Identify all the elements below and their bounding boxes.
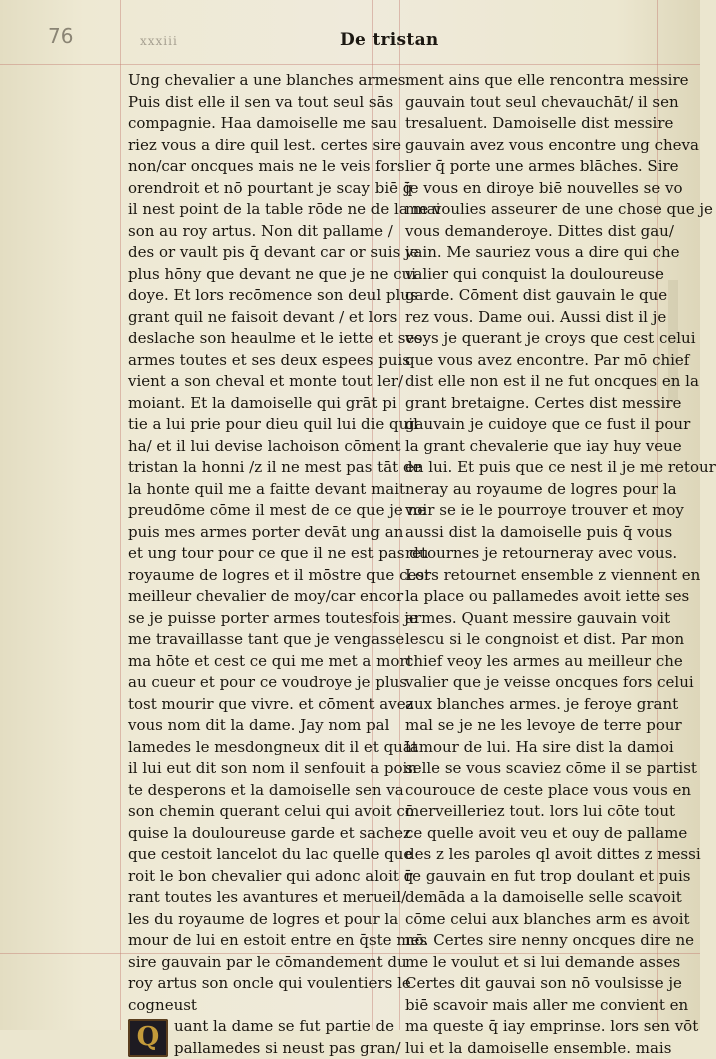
text-line: voir se ie le pourroye trouver et moy [405, 500, 655, 522]
text-line: vain. Me sauriez vous a dire qui che [405, 242, 655, 264]
left-column [128, 70, 378, 1059]
text-line: re gauvain en fut trop doulant et puis [405, 866, 655, 888]
text-line: cogneust [128, 995, 378, 1017]
text-line: lier q̄ porte une armes blāches. Sire [405, 156, 655, 178]
text-line: roy artus son oncle qui voulentiers le [128, 973, 378, 995]
ruling-line [0, 64, 700, 65]
text-line: royaume de logres et il mōstre que cest [128, 565, 378, 587]
text-line: compagnie. Haa damoiselle me sau [128, 113, 378, 135]
text-line: il lui eut dit son nom il senfouit a poin [128, 758, 378, 780]
text-line: gauvain tout seul chevauchāt/ il sen [405, 92, 655, 114]
text-line: il nest point de la table rōde ne de la mai [128, 199, 378, 221]
text-line: les du royaume de logres et pour la [128, 909, 378, 931]
text-line: tost mourir que vivre. et cōment avez [128, 694, 378, 716]
text-line: aussi dist la damoiselle puis q̄ vous [405, 522, 655, 544]
signature-mark: xxxiii [140, 34, 178, 48]
text-line: valier que je veisse oncques fors celui [405, 672, 655, 694]
text-line: et ung tour pour ce que il ne est pas du [128, 543, 378, 565]
text-line: armes toutes et ses deux espees puis [128, 350, 378, 372]
text-line: demāda a la damoiselle selle scavoit [405, 887, 655, 909]
text-line: son chemin querant celui qui avoit cō [128, 801, 378, 823]
text-line: chief veoy les armes au meilleur che [405, 651, 655, 673]
text-line: non/car oncques mais ne le veis fors [128, 156, 378, 178]
text-line: je vous en diroye biē nouvelles se vo [405, 178, 655, 200]
text-line: rant toutes les avantures et merueil/ [128, 887, 378, 909]
text-line: me travaillasse tant que je vengasse [128, 629, 378, 651]
text-line: gauvain je cuidoye que ce fust il pour [405, 414, 655, 436]
text-line: ma queste q̄ iay emprinse. lors sen vōt [405, 1016, 655, 1038]
text-line: que cestoit lancelot du lac quelle que [128, 844, 378, 866]
text-line: dist elle non est il ne fut oncques en la [405, 371, 655, 393]
text-line: vous nom dit la dame. Jay nom pal [128, 715, 378, 737]
text-line: me voulies asseurer de une chose que je [405, 199, 655, 221]
text-line: doye. Et lors recōmence son deul plus [128, 285, 378, 307]
text-line: gauvain avez vous encontre ung cheva [405, 135, 655, 157]
text-line: au cueur et pour ce voudroye je plus [128, 672, 378, 694]
text-line: des z les paroles ql avoit dittes z messi [405, 844, 655, 866]
text-line: mal se je ne les levoye de terre pour [405, 715, 655, 737]
text-line: biē scavoir mais aller me convient en [405, 995, 655, 1017]
text-line: Certes dit gauvai son nō voulsisse je [405, 973, 655, 995]
text-line: vient a son cheval et monte tout ler/ [128, 371, 378, 393]
text-line: merveilleriez tout. lors lui cōte tout [405, 801, 655, 823]
text-line: nō. Certes sire nenny oncques dire ne [405, 930, 655, 952]
text-line: uant la dame se fut partie de [174, 1016, 378, 1038]
text-line: te desperons et la damoiselle sen va [128, 780, 378, 802]
text-line: en lui. Et puis que ce nest il je me retour [405, 457, 655, 479]
text-line: la honte quil me a faitte devant mait [128, 479, 378, 501]
text-line: moiant. Et la damoiselle qui grāt pi [128, 393, 378, 415]
text-line: ha/ et il lui devise lachoison cōment [128, 436, 378, 458]
text-line: lui et la damoiselle ensemble. mais [405, 1038, 655, 1059]
text-line: grant quil ne faisoit devant / et lors [128, 307, 378, 329]
text-line: deslache son heaulme et le iette et ses [128, 328, 378, 350]
text-line: mour de lui en estoit entre en q̄ste mes [128, 930, 378, 952]
text-line: puis mes armes porter devāt ung an [128, 522, 378, 544]
text-line: que vous avez encontre. Par mō chief [405, 350, 655, 372]
text-line: la place ou pallamedes avoit iette ses [405, 586, 655, 608]
text-line: meilleur chevalier de moy/car encor [128, 586, 378, 608]
text-line: rez vous. Dame oui. Aussi dist il je [405, 307, 655, 329]
running-head: De tristan [340, 30, 439, 50]
text-line: la grant chevalerie que iay huy veue [405, 436, 655, 458]
text-line: quise la douloureuse garde et sachez [128, 823, 378, 845]
text-line: ment ains que elle rencontra messire [405, 70, 655, 92]
text-line: sire gauvain par le cōmandement du [128, 952, 378, 974]
illuminated-initial-block [128, 1016, 378, 1059]
text-line: aux blanches armes. je feroye grant [405, 694, 655, 716]
text-line: courouce de ceste place vous vous en [405, 780, 655, 802]
text-line: se je puisse porter armes toutesfois je [128, 608, 378, 630]
text-line: grant bretaigne. Certes dist messire [405, 393, 655, 415]
text-line: selle se vous scaviez cōme il se partist [405, 758, 655, 780]
text-line: tresaluent. Damoiselle dist messire [405, 113, 655, 135]
text-line: des or vault pis q̄ devant car or suis je [128, 242, 378, 264]
text-line: riez vous a dire quil lest. certes sire [128, 135, 378, 157]
text-line: garde. Cōment dist gauvain le que [405, 285, 655, 307]
text-line: armes. Quant messire gauvain voit [405, 608, 655, 630]
text-line: lamour de lui. Ha sire dist la damoi [405, 737, 655, 759]
text-line: ce quelle avoit veu et ouy de pallame [405, 823, 655, 845]
text-line: voys je querant je croys que cest celui [405, 328, 655, 350]
text-line: vous demanderoye. Dittes dist gau/ [405, 221, 655, 243]
text-line: cōme celui aux blanches arm es avoit [405, 909, 655, 931]
text-line: valier qui conquist la douloureuse [405, 264, 655, 286]
text-line: roit le bon chevalier qui adonc aloit q̄ [128, 866, 378, 888]
text-line: lamedes le mesdongneux dit il et quāt [128, 737, 378, 759]
text-line: ma hōte et cest ce qui me met a mort [128, 651, 378, 673]
illuminated-initial: Q [128, 1019, 168, 1057]
text-line: retournes je retourneray avec vous. [405, 543, 655, 565]
text-line: neray au royaume de logres pour la [405, 479, 655, 501]
text-line: preudōme cōme il mest de ce que je ne [128, 500, 378, 522]
text-line: plus hōny que devant ne que je ne cui [128, 264, 378, 286]
text-line: son au roy artus. Non dit pallame / [128, 221, 378, 243]
text-line: tristan la honni /z il ne mest pas tāt de [128, 457, 378, 479]
folio-number: 76 [48, 24, 73, 48]
ruling-line [120, 0, 121, 1030]
text-line: Puis dist elle il sen va tout seul sās [128, 92, 378, 114]
text-line: Ung chevalier a une blanches armes. [128, 70, 378, 92]
text-line: pallamedes si neust pas gran/ [174, 1038, 378, 1059]
text-line: lescu si le congnoist et dist. Par mon [405, 629, 655, 651]
right-column [405, 70, 655, 1059]
text-line: me le voulut et si lui demande asses [405, 952, 655, 974]
text-line: tie a lui prie pour dieu quil lui die quil [128, 414, 378, 436]
text-line: orendroit et nō pourtant je scay biē q̄ [128, 178, 378, 200]
text-line: Lors retournet ensemble z viennent en [405, 565, 655, 587]
